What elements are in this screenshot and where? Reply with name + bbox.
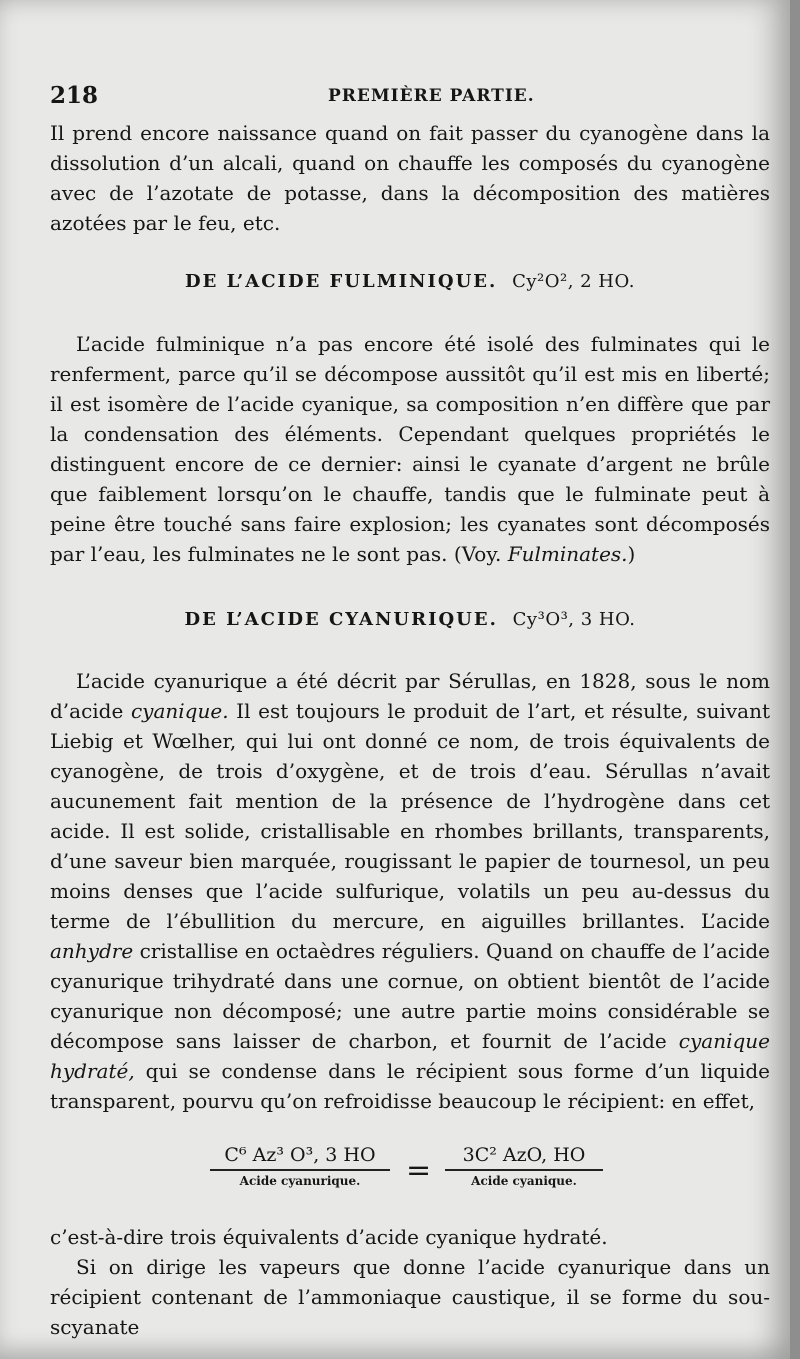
intro-paragraph: [50, 118, 770, 238]
after-equation-text: c’est-à-dire trois équivalents d’acide cyanique hydraté.: [50, 1225, 608, 1249]
right-formula: 3C² AzO, HO: [462, 1144, 586, 1166]
fraction-bar: [210, 1169, 390, 1171]
right-label: Acide cyanique.: [471, 1173, 577, 1188]
equation: [210, 1142, 610, 1192]
equals-sign: =: [406, 1153, 432, 1188]
cyanurique-italic-2: anhydre: [50, 939, 134, 963]
intro-text: Il prend encore naissance quand on fait passer du cyanogène dans la dissolution d’un alcali, quand on chauffe les composés du cyanogène avec de l’azotate de potasse, dans la décomposition des matières azotées par le feu, etc.: [50, 121, 770, 235]
cyanurique-paragraph: [50, 666, 770, 1116]
page-header: [50, 82, 770, 114]
fraction-bar: [445, 1169, 603, 1171]
cyanurique-text-d: qui se condense dans le récipient sous forme d’un liquide transparent, pourvu qu’on refroidisse beaucoup le récipient: en effet,: [50, 1059, 770, 1113]
section-title-cyanurique: [50, 609, 770, 630]
running-title: PREMIÈRE PARTIE.: [328, 86, 535, 106]
cyanurique-text-b: Il est toujours le produit de l’art, et résulte, suivant Liebig et Wœlher, qui lui ont donné ce nom, de trois équivalents de cyanogène, de trois d’oxygène, et de trois d’eau. Sérullas n’avait aucunement fait mention de la présence de l’hydrogène dans cet acide. Il est solide, cristallisable en rhombes brillants, transparents, d’une saveur bien marquée, rougissant le papier de tournesol, un peu moins denses que l’acide sulfurique, volatils un peu au-dessus du terme de l’ébullition du mercure, en aiguilles brillantes. L’acide: [50, 699, 770, 933]
section-formula: Cy³O³, 3 HO.: [512, 609, 636, 630]
reference-close: ): [627, 542, 636, 566]
fulminates-reference: Fulminates.: [507, 542, 628, 566]
section-title-text: DE L’ACIDE CYANURIQUE.: [184, 609, 498, 630]
last-paragraph-text: Si on dirige les vapeurs que donne l’acide cyanurique dans un récipient contenant de l’ammoniaque caustique, il se forme du sou-scyanate: [50, 1255, 770, 1339]
section-formula: Cy²O², 2 HO.: [512, 271, 635, 292]
section-title-fulminique: [50, 271, 770, 292]
equation-left: [210, 1142, 390, 1189]
fulminique-text: L’acide fulminique n’a pas encore été isolé des fulminates qui le renferment, parce qu’il se décompose aussitôt qu’il est mis en liberté; il est isomère de l’acide cyanique, sa composition n’en diffère que par la condensation des éléments. Cependant quelques propriétés le distinguent encore de ce dernier: ainsi le cyanate d’argent ne brûle que faiblement lorsqu’on le chauffe, tandis que le fulminate peut à peine être touché sans faire explosion; les cyanates sont décomposés par l’eau, les fulminates ne le sont pas. (Voy.: [50, 332, 770, 566]
equation-right: [445, 1142, 603, 1189]
last-paragraph: [50, 1252, 770, 1342]
section-title-text: DE L’ACIDE FULMINIQUE.: [185, 271, 498, 292]
after-equation: [50, 1222, 770, 1252]
cyanurique-text-a: L’acide cyanurique a été décrit par Sérullas, en 1828, sous le nom d’acide: [50, 669, 770, 723]
cyanurique-text-c: cristallise en octaèdres réguliers. Quand on chauffe de l’acide cyanurique trihydraté dans une cornue, on obtient bientôt de l’acide cyanurique non décomposé; une autre partie moins considérable se décompose sans laisser de charbon, et fournit de l’acide: [50, 939, 770, 1053]
cyanurique-italic-1: cyanique.: [130, 699, 229, 723]
left-formula: C⁶ Az³ O³, 3 HO: [224, 1144, 376, 1166]
cyanurique-italic-3: cyanique hydraté,: [50, 1029, 770, 1083]
fulminique-paragraph: [50, 329, 770, 569]
left-label: Acide cyanurique.: [239, 1173, 361, 1188]
page-number: 218: [50, 82, 99, 109]
